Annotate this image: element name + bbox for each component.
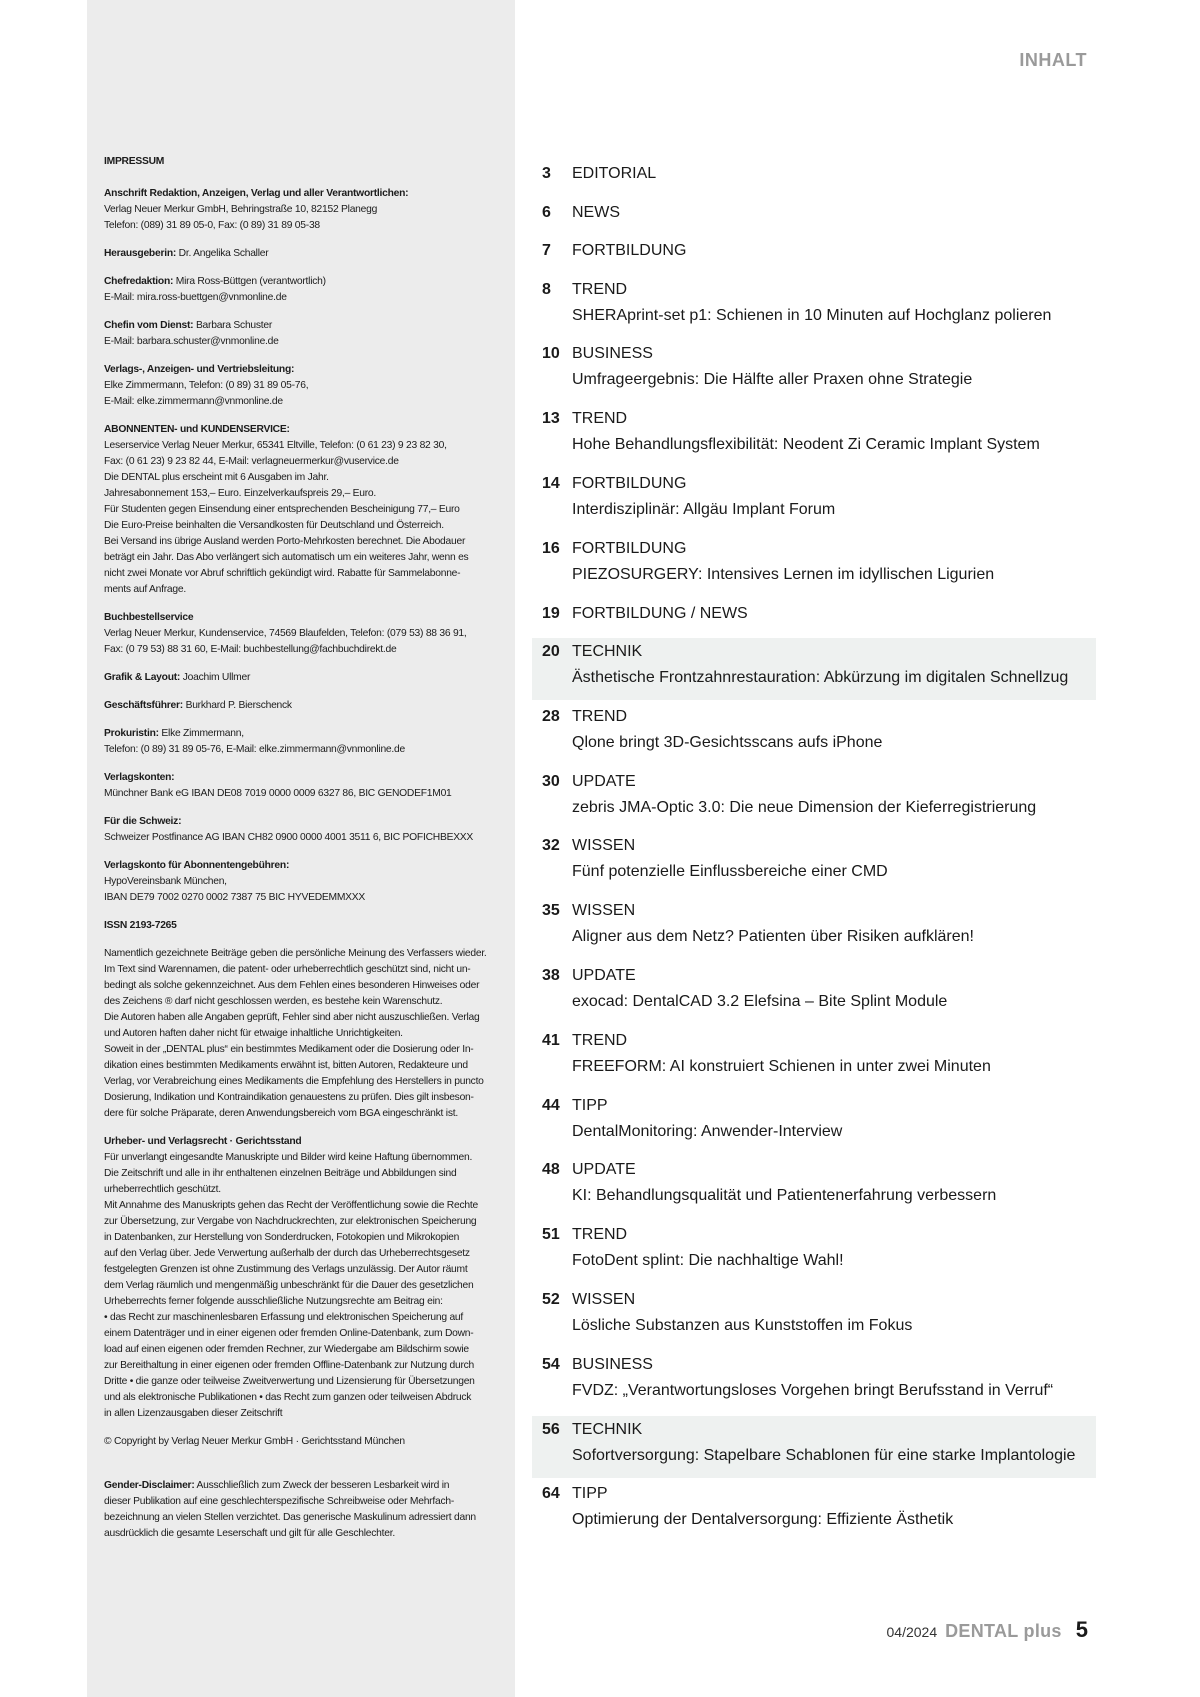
impressum-label: Buchbestellservice: [104, 612, 194, 623]
impressum-line: [104, 1310, 504, 1326]
impressum-line: [104, 890, 504, 906]
impressum-line: [104, 378, 504, 394]
impressum-line: [104, 670, 504, 686]
impressum-text: Verlag Neuer Merkur, Kundenservice, 74569 Blaufelden, Telefon: (079 53) 88 36 91,: [104, 628, 467, 639]
impressum-text: bezeichnung an vielen Stellen verzichtet. Das generische Maskulinum adressiert dann: [104, 1512, 476, 1523]
toc-section: EDITORIAL: [572, 165, 657, 182]
impressum-label: Verlagskonto für Abonnentengebühren:: [104, 860, 290, 871]
impressum-line: [104, 1026, 504, 1042]
impressum-text: dikation eines bestimmten Medikaments erwähnt ist, bitten Autoren, Redakteure und: [104, 1060, 468, 1071]
impressum-text: load auf einen eigenen oder fremden Rechner, zur Wiedergabe am Bildschirm sowie: [104, 1344, 469, 1355]
toc-section: TIPP: [572, 1485, 608, 1503]
impressum-line: [104, 1478, 504, 1494]
impressum-label: Geschäftsführer:: [104, 700, 183, 711]
impressum-line: [104, 534, 504, 550]
impressum-line: [104, 1042, 504, 1058]
toc-page-number: 19: [542, 604, 560, 622]
impressum-text: IBAN DE79 7002 0270 0002 7387 75 BIC HYVEDEMMXXX: [104, 892, 366, 903]
toc-title: KI: Behandlungsqualität und Patientenerfahrung verbessern: [572, 1187, 997, 1205]
impressum-label: Anschrift Redaktion, Anzeigen, Verlag und aller Verantwortlichen:: [104, 188, 409, 199]
toc-title: Sofortversorgung: Stapelbare Schablonen für eine starke Implantologie: [572, 1446, 1076, 1464]
brand-logo: DENTAL plus: [945, 1621, 1062, 1641]
toc-page-number: 14: [542, 474, 560, 492]
impressum-label: Prokuristin:: [104, 728, 159, 739]
impressum-text: zur Übersetzung, zur Vergabe von Nachdruckrechten, zur elektronischen Speicherung: [104, 1216, 477, 1227]
impressum-block: [104, 1434, 504, 1450]
impressum-text: in allen Lizenzausgaben dieser Zeitschrift: [104, 1408, 283, 1419]
toc-section: FORTBILDUNG: [572, 539, 687, 557]
impressum-line: [104, 642, 504, 658]
impressum-text: Telefon: (089) 31 89 05-0, Fax: (0 89) 31 89 05-38: [104, 220, 320, 231]
impressum-text: Fax: (0 61 23) 9 23 82 44, E-Mail: verlagneuermerkur@vuservice.de: [104, 456, 399, 467]
impressum-line: [104, 1166, 504, 1182]
impressum-label: Verlags-, Anzeigen- und Vertriebsleitung:: [104, 364, 295, 375]
impressum-block: [104, 422, 504, 598]
toc-page-number: 32: [542, 837, 560, 855]
impressum-line: [104, 1390, 504, 1406]
toc-entry[interactable]: [532, 1351, 1096, 1413]
impressum-line: [104, 962, 504, 978]
toc-page-number: 7: [542, 242, 551, 259]
page-number: 5: [1075, 1617, 1088, 1642]
impressum-text: HypoVereinsbank München,: [104, 876, 227, 887]
impressum-text: Namentlich gezeichnete Beiträge geben die persönliche Meinung des Verfassers wieder.: [104, 948, 487, 959]
toc-page-number: 35: [542, 902, 560, 920]
impressum-line: [104, 1494, 504, 1510]
impressum-text: Die Euro-Preise beinhalten die Versandkosten für Deutschland und Österreich.: [104, 520, 444, 531]
toc-page-number: 16: [542, 539, 560, 557]
impressum-line: [104, 1214, 504, 1230]
page-footer: [887, 1617, 1089, 1645]
toc-section: FORTBILDUNG: [572, 242, 687, 259]
impressum-text: Burkhard P. Bierschenck: [182, 700, 292, 711]
impressum-text: © Copyright by Verlag Neuer Merkur GmbH · Gerichtsstand München: [104, 1436, 405, 1447]
impressum-line: [104, 858, 504, 874]
toc-section: NEWS: [572, 203, 620, 221]
impressum-line: [104, 438, 504, 454]
impressum-block: [104, 1478, 504, 1542]
toc-section: WISSEN: [572, 902, 636, 920]
toc-page-number: 20: [542, 643, 560, 660]
impressum-block: [104, 186, 504, 234]
impressum-text: einem Datenträger und in einer eigenen oder fremden Online-Datenbank, zum Down-: [104, 1328, 474, 1339]
impressum-label: Gender-Disclaimer:: [104, 1480, 195, 1491]
impressum-block: [104, 318, 504, 350]
impressum-label: Für die Schweiz:: [104, 816, 182, 827]
toc-page-number: 41: [542, 1031, 560, 1049]
impressum-label: ISSN 2193-7265: [104, 920, 177, 931]
impressum-block: [104, 770, 504, 802]
toc-entry[interactable]: [532, 237, 1096, 275]
toc-page-number: 10: [542, 345, 560, 363]
impressum-text: ausdrücklich die gesamte Leserschaft und gilt für alle Geschlechter.: [104, 1528, 395, 1539]
impressum-line: [104, 1326, 504, 1342]
impressum-text: Leserservice Verlag Neuer Merkur, 65341 Eltville, Telefon: (0 61 23) 9 23 82 30,: [104, 440, 447, 451]
impressum-block: [104, 274, 504, 306]
impressum-text: Elke Zimmermann, Telefon: (0 89) 31 89 05-76,: [104, 380, 309, 391]
toc-title: Hohe Behandlungsflexibilität: Neodent Zi Ceramic Implant System: [572, 436, 1040, 454]
impressum-text: und als elektronische Publikationen • das Recht zum ganzen oder teilweisen Abdruck: [104, 1392, 472, 1403]
toc-section: WISSEN: [572, 837, 636, 855]
impressum-line: [104, 1374, 504, 1390]
toc-title: FotoDent splint: Die nachhaltige Wahl!: [572, 1252, 844, 1270]
toc-entry[interactable]: [532, 1286, 1096, 1348]
toc-entry[interactable]: [532, 638, 1096, 700]
toc-title: zebris JMA-Optic 3.0: Die neue Dimension der Kieferregistrierung: [572, 798, 1037, 816]
toc-title: Fünf potenzielle Einflussbereiche einer CMD: [572, 863, 888, 881]
impressum-line: [104, 318, 504, 334]
impressum-line: [104, 1294, 504, 1310]
impressum-text: Soweit in der „DENTAL plus“ ein bestimmtes Medikament oder die Dosierung oder In-: [104, 1044, 474, 1055]
toc-entry[interactable]: [532, 600, 1096, 638]
toc-entry[interactable]: [532, 1416, 1096, 1478]
impressum-line: [104, 1090, 504, 1106]
toc-title: FVDZ: „Verantwortungsloses Vorgehen bringt Berufsstand in Verruf“: [572, 1381, 1054, 1399]
toc-title: FREEFORM: AI konstruiert Schienen in unter zwei Minuten: [572, 1057, 991, 1075]
impressum-line: [104, 362, 504, 378]
impressum-line: [104, 726, 504, 742]
impressum-line: [104, 978, 504, 994]
impressum-block: [104, 946, 504, 1122]
toc-entry[interactable]: [532, 160, 1096, 198]
impressum-block: [104, 1134, 504, 1422]
toc-title: Lösliche Substanzen aus Kunststoffen im Fokus: [572, 1317, 913, 1334]
toc-section: TECHNIK: [572, 1420, 643, 1438]
toc-page-number: 54: [542, 1355, 560, 1373]
impressum-text: ments auf Anfrage.: [104, 584, 186, 595]
impressum-line: [104, 1198, 504, 1214]
impressum-line: [104, 486, 504, 502]
toc-entry[interactable]: [532, 1480, 1096, 1542]
impressum-text: Fax: (0 79 53) 88 31 60, E-Mail: buchbestellung@fachbuchdirekt.de: [104, 644, 397, 655]
impressum-line: [104, 1074, 504, 1090]
toc-section: FORTBILDUNG: [572, 474, 687, 492]
toc-title: PIEZOSURGERY: Intensives Lernen im idyllischen Ligurien: [572, 565, 995, 583]
impressum-line: [104, 1106, 504, 1122]
toc-section: BUSINESS: [572, 345, 653, 363]
toc-title: Qlone bringt 3D-Gesichtsscans aufs iPhone: [572, 733, 883, 751]
impressum-text: Ausschließlich zum Zweck der besseren Lesbarkeit wird in: [194, 1480, 450, 1491]
toc-entry[interactable]: [532, 405, 1096, 467]
impressum-text: E-Mail: elke.zimmermann@vnmonline.de: [104, 396, 283, 407]
impressum-text: Bei Versand ins übrige Ausland werden Porto-Mehrkosten berechnet. Die Abodauer: [104, 536, 466, 547]
toc-title: SHERAprint-set p1: Schienen in 10 Minuten auf Hochglanz polieren: [572, 306, 1052, 324]
impressum-text: und Autoren haften daher nicht für etwaige inhaltliche Unrichtigkeiten.: [104, 1028, 403, 1039]
toc-page-number: 51: [542, 1226, 560, 1244]
issue-label: 04/2024: [886, 1624, 938, 1640]
impressum-line: [104, 1262, 504, 1278]
impressum-text: Mira Ross-Büttgen (verantwortlich): [173, 276, 326, 287]
impressum-line: [104, 274, 504, 290]
impressum-line: [104, 1230, 504, 1246]
toc-title: Umfrageergebnis: Die Hälfte aller Praxen ohne Strategie: [572, 371, 973, 389]
toc-title: Interdisziplinär: Allgäu Implant Forum: [572, 500, 836, 518]
toc-page-number: 6: [542, 203, 551, 221]
impressum-line: [104, 1510, 504, 1526]
toc-section: UPDATE: [572, 1161, 636, 1179]
impressum-text: festgelegten Grenzen ist ohne Zustimmung des Verlags unzulässig. Der Autor räumt: [104, 1264, 468, 1275]
impressum-text: E-Mail: mira.ross-buettgen@vnmonline.de: [104, 292, 287, 303]
toc-section: TREND: [572, 1226, 628, 1244]
impressum-line: [104, 626, 504, 642]
impressum-block: [104, 246, 504, 262]
impressum-line: [104, 918, 504, 934]
toc-page-number: 8: [542, 280, 551, 298]
toc-title: DentalMonitoring: Anwender-Interview: [572, 1122, 843, 1140]
impressum-line: [104, 218, 504, 234]
impressum-text: Die Zeitschrift und alle in ihr enthaltenen einzelnen Beiträge und Abbildungen sind: [104, 1168, 457, 1179]
impressum-line: [104, 470, 504, 486]
impressum-text: Für unverlangt eingesandte Manuskripte und Bilder wird keine Haftung übernommen.: [104, 1152, 473, 1163]
impressum-line: [104, 994, 504, 1010]
impressum-line: [104, 770, 504, 786]
impressum-label: Chefin vom Dienst:: [104, 320, 194, 331]
toc-page-number: 48: [542, 1161, 560, 1179]
impressum-block: [104, 610, 504, 658]
toc-section: UPDATE: [572, 772, 636, 790]
toc-section: TREND: [572, 1031, 628, 1049]
impressum-text: dere für solche Präparate, deren Anwendungsbereich vom BGA eingeschränkt ist.: [104, 1108, 458, 1119]
impressum-text: Dr. Angelika Schaller: [176, 248, 269, 259]
impressum-line: [104, 874, 504, 890]
impressum-line: [104, 566, 504, 582]
toc-entry[interactable]: [532, 962, 1096, 1024]
toc-page-number: 56: [542, 1420, 560, 1438]
impressum-text: Die DENTAL plus erscheint mit 6 Ausgaben im Jahr.: [104, 472, 329, 483]
impressum-line: [104, 1150, 504, 1166]
impressum-line: [104, 202, 504, 218]
impressum-text: Telefon: (0 89) 31 89 05-76, E-Mail: elke.zimmermann@vnmonline.de: [104, 744, 405, 755]
impressum-block: [104, 814, 504, 846]
impressum-blocks: [104, 186, 504, 1542]
impressum-block: [104, 918, 504, 934]
toc-section: BUSINESS: [572, 1355, 653, 1373]
impressum-text: auf den Verlag über. Jede Verwertung außerhalb der durch das Urheberrechtsgesetz: [104, 1248, 470, 1259]
impressum-line: [104, 502, 504, 518]
toc-page-number: 13: [542, 410, 560, 428]
impressum-line: [104, 1182, 504, 1198]
impressum-text: E-Mail: barbara.schuster@vnmonline.de: [104, 336, 279, 347]
impressum-block: [104, 858, 504, 906]
impressum-text: Dosierung, Indikation und Kontraindikation genauestens zu prüfen. Dies gilt insbeson-: [104, 1092, 474, 1103]
toc-page-number: 64: [542, 1485, 560, 1503]
impressum-line: [104, 1406, 504, 1422]
impressum-line: [104, 246, 504, 262]
impressum-line: [104, 582, 504, 598]
impressum-block: [104, 670, 504, 686]
impressum-line: [104, 454, 504, 470]
impressum-line: [104, 830, 504, 846]
impressum-line: [104, 394, 504, 410]
section-label: INHALT: [1019, 50, 1087, 70]
impressum-line: [104, 698, 504, 714]
toc-entry[interactable]: [532, 199, 1096, 237]
toc-entry[interactable]: [532, 897, 1096, 959]
impressum-text: • das Recht zur maschinenlesbaren Erfassung und elektronischen Speicherung auf: [104, 1312, 464, 1323]
impressum-text: Elke Zimmermann,: [158, 728, 244, 739]
impressum-text: urheberrechtlich geschützt.: [104, 1184, 221, 1195]
toc-page-number: 38: [542, 967, 560, 984]
impressum-text: Verlag, vor Verabreichung eines Medikaments die Empfehlung des Herstellers in puncto: [104, 1076, 484, 1087]
toc-title: exocad: DentalCAD 3.2 Elefsina – Bite Splint Module: [572, 993, 948, 1010]
impressum-line: [104, 1246, 504, 1262]
impressum-text: zur Bereithaltung in einer eigenen oder fremden Offline-Datenbank zur Nutzung durch: [104, 1360, 475, 1371]
impressum-text: Mit Annahme des Manuskripts gehen das Recht der Veröffentlichung sowie die Rechte: [104, 1200, 478, 1211]
impressum-label: Verlagskonten:: [104, 772, 175, 783]
toc-entry[interactable]: [532, 470, 1096, 532]
impressum-text: Für Studenten gegen Einsendung einer entsprechenden Bescheinigung 77,– Euro: [104, 504, 460, 515]
impressum-line: [104, 1134, 504, 1150]
toc-section: TREND: [572, 280, 628, 298]
impressum-text: in Datenbanken, zur Herstellung von Sonderdrucken, Fotokopien und Mikrokopien: [104, 1232, 460, 1243]
impressum-text: Urheberrechts ferner folgende ausschließliche Nutzungsrechte am Beitrag ein:: [104, 1296, 443, 1307]
impressum-text: bedingt als solche gekennzeichnet. Aus dem Fehlen eines besonderen Hinweises oder: [104, 980, 480, 991]
impressum-label: ABONNENTEN- und KUNDENSERVICE:: [104, 424, 290, 435]
impressum-line: [104, 1526, 504, 1542]
toc-entry[interactable]: [532, 1092, 1096, 1154]
impressum-text: Die Autoren haben alle Angaben geprüft, Fehler sind aber nicht auszuschließen. Verlag: [104, 1012, 480, 1023]
toc-title: Optimierung der Dentalversorgung: Effiziente Ästhetik: [572, 1511, 954, 1529]
toc-section: TREND: [572, 707, 628, 725]
toc-page-number: 28: [542, 707, 560, 725]
impressum-text: dieser Publikation auf eine geschlechterspezifische Schreibweise oder Mehrfach-: [104, 1496, 454, 1507]
toc-entry[interactable]: [532, 768, 1096, 830]
impressum-text: des Zeichens ® darf nicht geschlossen werden, es bestehe kein Warenschutz.: [104, 996, 443, 1007]
toc-section: TIPP: [572, 1096, 608, 1114]
impressum-line: [104, 186, 504, 202]
impressum-block: [104, 726, 504, 758]
impressum-line: [104, 1278, 504, 1294]
toc-page-number: 44: [542, 1096, 560, 1114]
impressum-label: Grafik & Layout:: [104, 672, 181, 683]
impressum-line: [104, 1058, 504, 1074]
toc-entry[interactable]: [532, 535, 1096, 597]
impressum-text: Jahresabonnement 153,– Euro. Einzelverkaufspreis 29,– Euro.: [104, 488, 377, 499]
impressum-line: [104, 334, 504, 350]
impressum-block: [104, 698, 504, 714]
impressum-text: beträgt ein Jahr. Das Abo verlängert sich automatisch um ein weiteres Jahr, wenn es: [104, 552, 469, 563]
impressum-line: [104, 610, 504, 626]
impressum-text: Barbara Schuster: [193, 320, 273, 331]
impressum-text: Dritte • die ganze oder teilweise Zweitverwertung und Lizensierung für Übersetzungen: [104, 1376, 475, 1387]
toc-section: TECHNIK: [572, 643, 643, 660]
toc-title: Aligner aus dem Netz? Patienten über Risiken aufklären!: [572, 928, 974, 946]
impressum-line: [104, 786, 504, 802]
toc-entry[interactable]: [532, 703, 1096, 765]
toc-page-number: 52: [542, 1291, 560, 1308]
toc-section: UPDATE: [572, 967, 636, 984]
impressum-line: [104, 290, 504, 306]
toc-section: WISSEN: [572, 1291, 636, 1308]
impressum-line: [104, 1010, 504, 1026]
toc-page-number: 3: [542, 165, 551, 182]
impressum-line: [104, 742, 504, 758]
toc-entry[interactable]: [532, 276, 1096, 338]
toc-section: FORTBILDUNG / NEWS: [572, 604, 748, 622]
toc-title: Ästhetische Frontzahnrestauration: Abkürzung im digitalen Schnellzug: [572, 669, 1069, 686]
toc-page-number: 30: [542, 772, 560, 790]
impressum-block: [104, 362, 504, 410]
impressum-line: [104, 946, 504, 962]
toc-entry[interactable]: [532, 1221, 1096, 1283]
impressum-text: dem Verlag räumlich und mengenmäßig unbeschränkt für die Dauer des gesetzlichen: [104, 1280, 474, 1291]
impressum-label: Chefredaktion:: [104, 276, 174, 287]
impressum-text: nicht zwei Monate vor Abruf schriftlich gekündigt wird. Rabatte für Sammelabonne-: [104, 568, 461, 579]
toc-entry[interactable]: [532, 832, 1096, 894]
impressum: [104, 154, 504, 1554]
impressum-line: [104, 550, 504, 566]
impressum-text: Schweizer Postfinance AG IBAN CH82 0900 0000 4001 3511 6, BIC POFICHBEXXX: [104, 832, 474, 843]
impressum-line: [104, 518, 504, 534]
impressum-line: [104, 1342, 504, 1358]
impressum-title: IMPRESSUM: [104, 156, 165, 167]
impressum-line: [104, 1434, 504, 1450]
impressum-line: [104, 814, 504, 830]
impressum-text: Im Text sind Warennamen, die patent- oder urheberrechtlich geschützt sind, nicht un-: [104, 964, 471, 975]
impressum-label: Herausgeberin:: [104, 248, 177, 259]
toc-entry[interactable]: [532, 1156, 1096, 1218]
impressum-text: Verlag Neuer Merkur GmbH, Behringstraße 10, 82152 Planegg: [104, 204, 378, 215]
impressum-line: [104, 1358, 504, 1374]
impressum-line: [104, 422, 504, 438]
toc-section: TREND: [572, 410, 628, 428]
toc-entry[interactable]: [532, 340, 1096, 402]
impressum-text: Münchner Bank eG IBAN DE08 7019 0000 0009 6327 86, BIC GENODEF1M01: [104, 788, 452, 799]
impressum-text: Joachim Ullmer: [180, 672, 251, 683]
toc-entry[interactable]: [532, 1027, 1096, 1089]
impressum-label: Urheber- und Verlagsrecht · Gerichtsstand: [104, 1136, 302, 1147]
